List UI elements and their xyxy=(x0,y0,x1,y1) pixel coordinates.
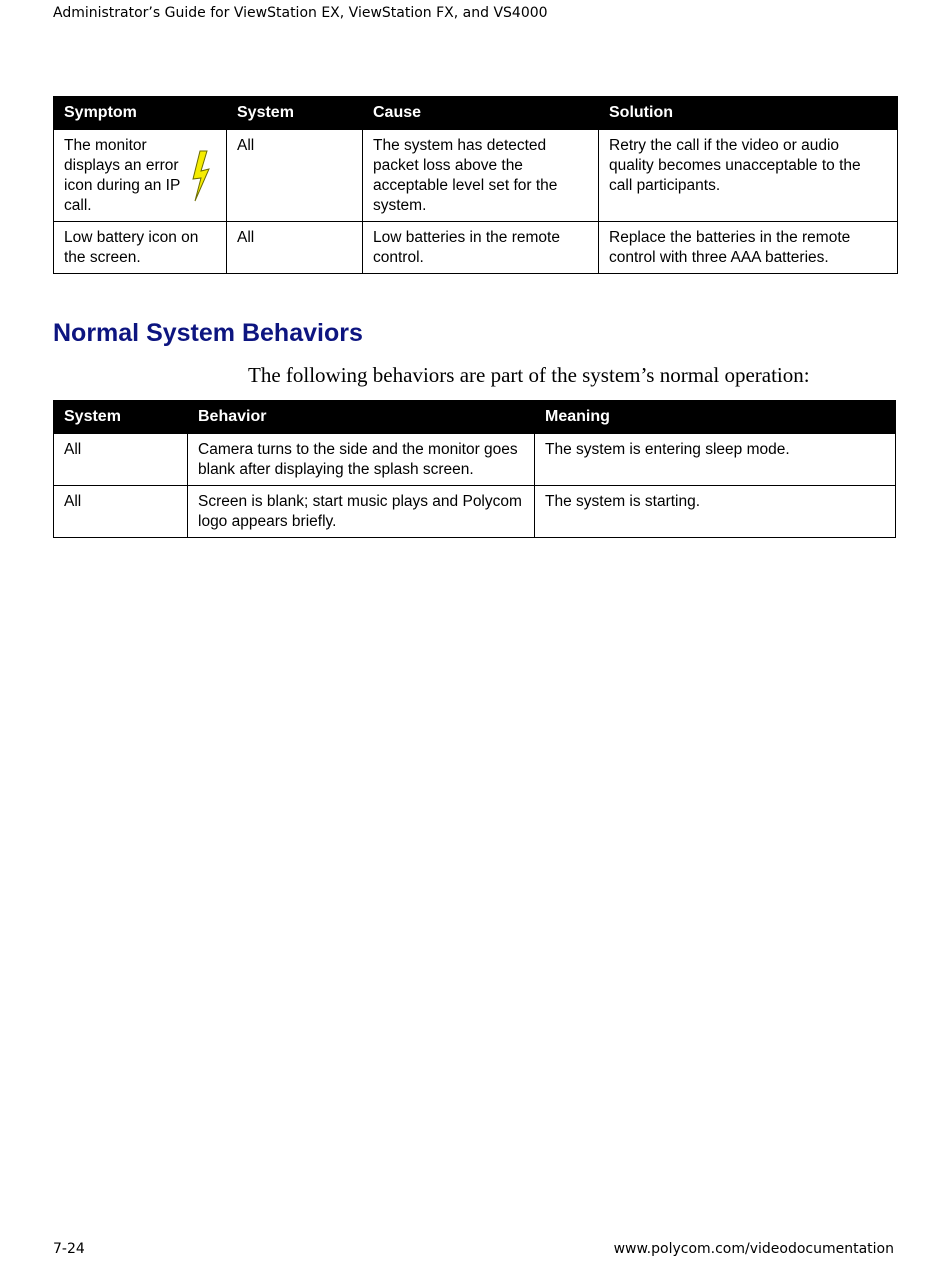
system-cell: All xyxy=(227,222,363,274)
table-row xyxy=(54,222,898,274)
page-number: 7-24 xyxy=(53,1241,85,1257)
footer-url: www.polycom.com/videodocumentation xyxy=(613,1241,894,1257)
behavior-cell: Screen is blank; start music plays and Polycom logo appears briefly. xyxy=(188,486,535,538)
solution-cell: Replace the batteries in the remote control with three AAA batteries. xyxy=(599,222,898,274)
system-cell: All xyxy=(227,130,363,222)
table-row xyxy=(54,434,896,486)
column-header-system: System xyxy=(54,401,188,434)
table-row xyxy=(54,130,898,222)
table-row xyxy=(54,486,896,538)
symptom-cell: Low battery icon on the screen. xyxy=(54,222,227,274)
table-header-row xyxy=(54,97,898,130)
troubleshooting-table xyxy=(53,96,898,274)
behaviors-table xyxy=(53,400,896,538)
solution-cell: Retry the call if the video or audio quality becomes unacceptable to the call participants. xyxy=(599,130,898,222)
cause-cell: Low batteries in the remote control. xyxy=(363,222,599,274)
section-intro: The following behaviors are part of the system’s normal operation: xyxy=(248,363,810,387)
section-title: Normal System Behaviors xyxy=(53,319,363,347)
running-header: Administrator’s Guide for ViewStation EX, ViewStation FX, and VS4000 xyxy=(53,5,548,21)
meaning-cell: The system is entering sleep mode. xyxy=(535,434,896,486)
cause-cell: The system has detected packet loss above the acceptable level set for the system. xyxy=(363,130,599,222)
column-header-behavior: Behavior xyxy=(188,401,535,434)
behavior-cell: Camera turns to the side and the monitor goes blank after displaying the splash screen. xyxy=(188,434,535,486)
column-header-solution: Solution xyxy=(599,97,898,130)
symptom-cell xyxy=(54,130,227,222)
column-header-system: System xyxy=(227,97,363,130)
table-header-row xyxy=(54,401,896,434)
meaning-cell: The system is starting. xyxy=(535,486,896,538)
column-header-meaning: Meaning xyxy=(535,401,896,434)
lightning-bolt-icon xyxy=(190,150,212,202)
column-header-cause: Cause xyxy=(363,97,599,130)
system-cell: All xyxy=(54,434,188,486)
column-header-symptom: Symptom xyxy=(54,97,227,130)
system-cell: All xyxy=(54,486,188,538)
symptom-text: The monitor displays an error icon during an IP call. xyxy=(64,137,181,214)
